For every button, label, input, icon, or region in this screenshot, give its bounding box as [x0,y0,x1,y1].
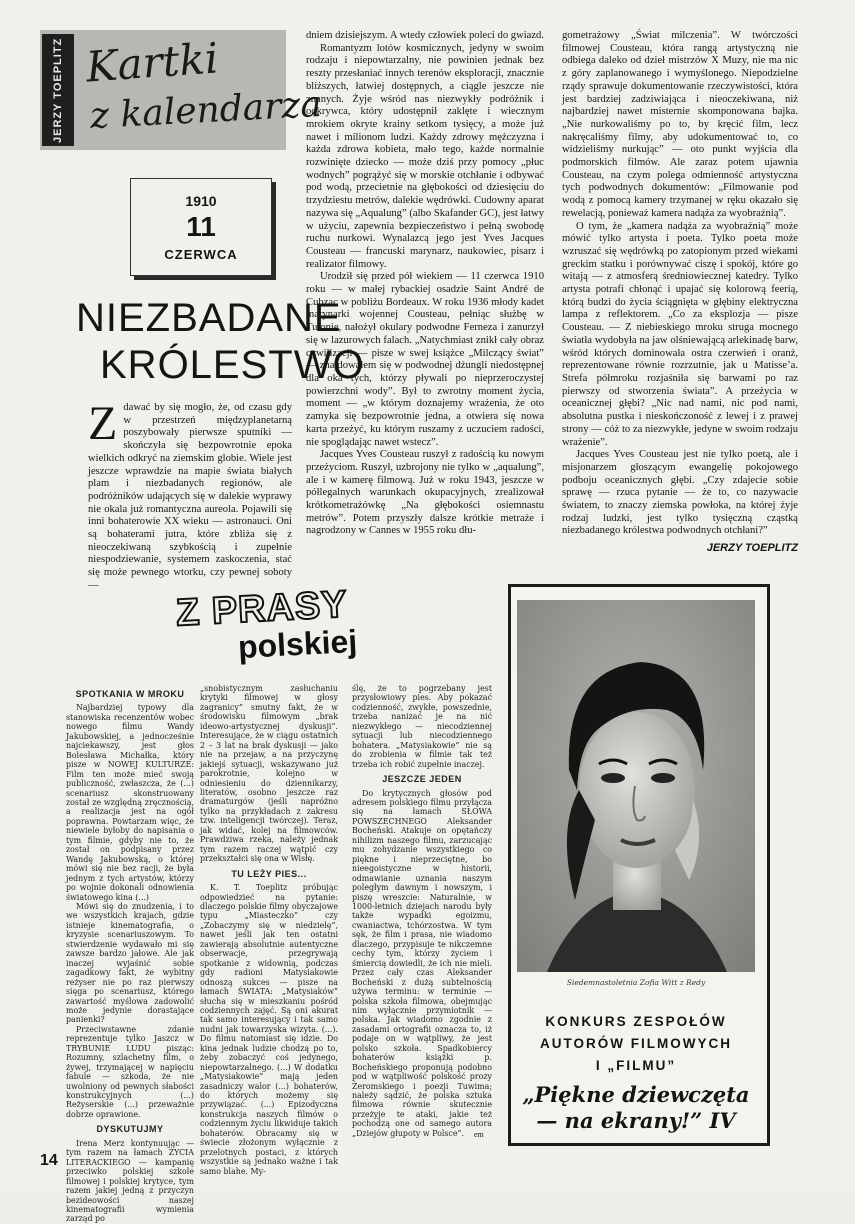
article-paragraph: O tym, że „kamera nadąża za wyobraźnią” może mówić tylko artysta i poeta. Tylko poeta może wzruszać się wędrówką po zatopionym przed wiekami greckim statku i porównywać ciszę i spokój, które go witają — z atmosferą średniowiecznej katedry. Tylko artysta potrafi chłonąć i upajać się kolorową feerią, którą budzi do życia ściągnięta w głębiny elektryczna lampa z reflektorem. „Co za eksplozja — pisze Cousteau. — Z niebieskiego mroku struga mocnego światła wydobyła na jaw olśniewającą arlekinadę barw, wśród których dominowała ostra czerwień i oranż, reprezentowane równie rozrzutnie, jak u Matisse’a. Strefa półmroku rozjaśniła się barwami po raz pierwszy od stworzenia świata”. A przeżycia w oceanicznej głębi? „Nic nad nami, nic pod nami, absolutna pustka i nieskończoność z lewej i z prawej strony — cóż to za niezwykłe, jedyne w swoim rodzaju wrażenie”. [562,220,798,448]
author-initials: em [474,1130,484,1139]
press-paragraph: „snobistycznym zasłuchaniu krytyki filmowej w głosy zagranicy” smutny fakt, że w środowisku filmowym „brak ideowo-artystycznej dyskusji”. Interesujące, że w ciągu ostatnich 2 – 3 lat na brak dyskusji — jako nie na przejaw, a na przyczynę jakiejś sytuacji, wskazywano już parokrotnie, kolejno w odniesieniu do dziennikarzy, literatów, osobno jeszcze raz dramaturgów (jeśli napróżno tylko na przykładach z zakresu tzw. inteligencji twórczej). Teraz, jak widać, kolej na filmowców. Prawdziwa rzeka, należy jednak tym razem raczej wątpić czy przekształci się ona w Wisłę. [200,684,338,864]
portrait-photo [517,600,755,972]
column-script-title-line2: z kalendarza [89,83,323,138]
date-year: 1910 [185,193,217,209]
section-heading: TU LEŻY PIES... [231,868,307,879]
section-heading: DYSKUTUJMY [96,1124,164,1135]
article-paragraph: Jacques Yves Cousteau jest nie tylko poetą, ale i misjonarzem głoszącym ewangelię pokojowego podboju oceanicznych głębi. „Czy zdajecie sobie sprawę — rzuca pytanie — że to, co nazywacie światem, to znaczy ziemska powłoka, na której żyje rodzaj ludzki, jest tylko tysięczną cząstką niezbadanego królestwa podwodnych otchłani?” [562,449,798,537]
page-number: 14 [40,1152,58,1169]
date-box [130,178,272,276]
section-heading: SPOTKANIA W MROKU [75,689,185,699]
press-review-subtitle: polskiej [237,622,358,666]
column-script-title-line1: Kartki [84,33,220,92]
date-month: CZERWCA [164,247,238,262]
press-paragraph: Najbardziej typowy dla stanowiska recenzentów wobec nowego filmu Wandy Jakubowskiej, a jednocześnie najciekawszy, jest głos Bolesława Michałka, który pisze w NOWEJ KULTURZE: Film ten może mieć swoją publiczność, zwłaszcza, że (...) scenariusz skonstruowany został ze względną zręcznością, a realizacja jest na ogół poprawna. Powtarzam więc, że niewiele byłoby do napisania o tym filmie, gdyby nie to, że został on podpisany przez Wandę Jakubowską, o której mówi się nie bez racji, że była jednym z tych artystów, którzy po wojnie dokonali odnowienia światowego kina (...) [66,703,194,902]
article-title-line2: KRÓLESTWO [100,343,365,387]
article-paragraph: Romantyzm lotów kosmicznych, jedyny w swoim rodzaju i niepowtarzalny, nie powinien jednak bez reszty przesłaniać innych terenów eksploracji, znacznie bliższych, łatwiej dostępnych, a ciągle jeszcze nie znanych. Żyje wśród nas niezwykły podróżnik i odkrywca, który udostępnił zaklęte i wiecznym mrokiem okryte krainy setkom tysięcy, a może już nawet i milionom ludzi. Każdy zdrowy mężczyzna i każda zdrowa kobieta, mało tego, każde normalnie rozwinięte dziecko — może dziś przy pomocy „płuc wodnych” pogrążyć się w morskie otchłanie i odbywać pod wodą, przecietnie na głębokości od dziesięciu do trzydziestu metrów, dalekie wędrówki. Cudowny aparat nazywa się „Aqualung” (albo Skafander GC), jest łatwy w użyciu, zapewnia bezpieczeństwo i pełną swobodę ruchu nurkowi. Wynalazcą jego jest Yves Jacques Cousteau — francuski marynarz, naukowiec, pisarz i realizator filmowy. [306,42,544,270]
article-column-3 [562,30,798,555]
article-paragraph: Jacques Yves Cousteau ruszył z radością ku nowym przeżyciom. Ruszył, uzbrojony nie tylko w „aqualung”, ale i w kamerę filmową. Już w roku 1943, jeszcze w półlegalnych warunkach okupacyjnych, zrealizował krótkometrażówkę „Na głębokości osiemnastu metrów”. Potem przyszły dalsze krótkie metraże i nagrodzony w Cannes w 1955 roku dłu- [306,449,544,537]
article-paragraph: gometrażowy „Świat milczenia”. W twórczości filmowej Cousteau, która rangą artystyczną nie odbiega daleko od dzieł mistrzów X Muzy, nie ma nic z góry zaplanowanego i wymyślonego. Niepodzielne rządy sprawuje dokumentowanie rzeczywistości, która jest bardziej zadziwiająca i nieoczekiwana, niż najbardziej nawet misternie skomponowana bajka. „Nie nurkowaliśmy po to, by kręcić film, lecz nakręcaliśmy filmy, aby udokumentować to, co widzieliśmy nurkując” — oto punkt wyjścia dla podmorskich filmów. Ale zaraz potem ujawnia Cousteau, na czym polega odmienność artystyczna tych podwodnych dokumentów: „Filmowanie pod wodą z pomocą kamery trzymanej w ręku okazało się rewelacją, ponieważ kamera nadąża za wyobraźnią”. [562,30,798,219]
article-paragraph: dawać by się mogło, że, od czasu gdy w przestrzeń międzyplanetarną poszybowały pierwsze sputniki — skończyła się bezpowrotnie epoka wielkich odkryć na ziemskim globie. Wiele jest jeszcze wprawdzie na mapie świata białych plam i niezbadanych regionów, ale podróżników udających się w dalekie wyprawy nie okala już romantyczna aureola. Pojawili się inni bohaterowie XX wieku — astronauci. Oni są bohaterami jutra, które zbliża się z nieoczekiwaną szybkością i zupełnie niespodziewanie, systemem zaskoczenia, stać się może pewnego wtorku, czy pewnej soboty — [88,402,292,591]
press-column-2 [200,684,338,1176]
drop-cap: Z [88,397,118,450]
press-paragraph: Do krytycznych głosów pod adresem polskiego filmu przyłącza się na łamach SŁOWA POWSZECHNEGO Aleksander Bocheński. Atakuje on opętańczy nihilizm naszego filmu, zarzucając mu zohydzanie wszystkiego co piękne i nieprzeciętne, bo nieegoistyczne w historii, odmawianie uznania naszym poległym dawnym i nowszym, i piszę wreszcie: Naturalnie, w 1000-letnich dziejach narodu były także wypadki egoizmu, cwaniactwa, tchórzostwa. W tym sęk, że film i prasa, nie wiadomo dlaczego, przypisuje te nikczemne cechy tym, którzy życiem i śmiercią dowiedli, że ich nie mieli. Przez cały czas Aleksander Bocheński z dużą subtelnością używa terminu: w terminie — polska szkoła filmowa, obejmując nim wyłącznie przymiotnik — polska. Jak wiadomo zgodnie z zasadami ortografii oznacza to, iż podaje on w wątpliwy, że jest polsko szkoła. Spadkobiercy bohaterów książki p. Bocheńskiego proponują podobno pod w wątpliwość polskość prozy Żeromskiego i poezji Tuwima; należy sądzić, że polska sztuka filmowa równie skutecznie przeżyje te ataki, jakie też pochodzą one od samego autora „Dziejów głupoty w Polsce”. [352,788,492,1138]
portrait-illustration [517,600,755,972]
contest-heading-line2: AUTORÓW FILMOWYCH [540,1036,732,1051]
article-paragraph: dniem dzisiejszym. A wtedy człowiek poleci do gwiazd. [306,30,545,41]
press-column-1 [66,684,194,1224]
contest-heading-line3: I „FILMU” [595,1058,677,1073]
press-paragraph: Irena Merz kontynuując — tym razem na łamach ŻYCIA LITERACKIEGO — kampanię przeciwko polskiej szkole filmowej i polskiej krytyce, tym razem jakiej jedną z przyczyn bezideowości naszej kinematografii wymienia zarząd po [66,1138,194,1224]
contest-slogan-line1: „Piękne dziewczęta [522,1082,750,1107]
section-heading: JESZCZE JEDEN [382,774,462,785]
press-paragraph: Przeciwstawne zdanie reprezentuje tylko Jaszcz w TRYBUNIE LUDU pisząc: Rozumny, szlachetny film, o żywej, trzymającej w napięciu fabule — szkoda, że nie uwolniony od pewnych słabości konstrukcyjnych (...) Reżyserskie (...) przeważnie dobrze oprawione. [66,1024,194,1119]
contest-slogan-line2: — na ekrany!” IV [536,1108,736,1133]
article-title-line1: NIEZBADANE [76,296,342,340]
vertical-author-label: JERZY TOEPLITZ [42,34,74,146]
press-paragraph: ślę, że to pogrzebany jest przysłowiowy pies. Aby pokazać codzienność, zwykłe, powszednie, trzeba nanizać je na nić niezwykłego — niecodziennej sytuacji lub niecodziennego bohatera. „Matysiakowie” nie są do zrobienia w filmie tak też trzeba ich robić zupełnie inaczej. [352,684,492,769]
press-review-title: Z PRASY [174,583,349,635]
press-paragraph: Mówi się do znudzenia, i to we wszystkich krajach, gdzie istnieje kinematografia, o kryzysie scenariuszowym. To stwierdzenie wydawało mi się zawsze bardzo jałowe. Ale jak inaczej wyjaśnić sobie zagadkowy fakt, że wybitny reżyser nie po raz pierwszy sięga po scenariusz, którego zawartość myślowa zadowolić może jedynie dorastające panienki? [66,901,194,1025]
press-paragraph: K. T. Toeplitz próbując odpowiedzieć na pytanie: dlaczego polskie filmy obyczajowe typu „Miasteczko” czy „Zobaczymy się w niedzielę”, nawet jeśli jak ten ostatni zawierają absolutnie autentyczne obserwacje, przegrywają spotkanie z widownią, podczas gdy radioni Matysiakowie odnoszą sukces — pisze na łamach ŚWIATA: „Matysiaków” słucha się w mieszkaniu pośród codziennych zajęć. Są oni akurat tak samo interesujący i tak samo nudni jak towarzyska wizyta. (...). Do filmu natomiast się idzie. Do kina jednak ludzie chodzą po to, żeby zobaczyć coś jedynego, niepowtarzalnego. (...) W dodatku „Matysiakowie” mają jeden zasadniczy walor (...) bohaterów, do których możemy się przywiązać. (...) Epizodyczna konstrukcja naszych filmów o codziennym życiu likwiduje takich bohaterów. Obracamy się w świecie złożonym wyłącznie z przelotnych postaci, z których wszystkie są jednako ważne i tak samo blahe. My- [200,883,338,1176]
press-column-3 [352,684,492,1138]
date-day: 11 [186,211,216,242]
article-column-2 [306,30,544,538]
photo-caption: Siedemnastoletnia Zofia Witt z Redy [566,978,706,987]
article-signature: JERZY TOEPLITZ [706,542,798,555]
contest-heading-line1: KONKURS ZESPOŁÓW [545,1014,727,1029]
article-column-1 [88,397,292,593]
article-paragraph: Urodził się przed pół wiekiem — 11 czerwca 1910 roku — w małej rybackiej osadzie Saint André de Cubzac w pobliżu Bordeaux. W roku 1936 młody kadet marynarki wojennej Cousteau, pełniąc służbę w Tulonie, nałożył okulary podwodne Ferneza i zanurzył się w lazurowych falach. „Natychmiast znikł cały obraz cywilizacji — pisze w swej książce „Milczący świat” — znajdowałem się w podwodnej dżungli niedostępnej dla oka tych, którzy pływali po nieprzeroczystej powierzchni wody”. Był to zwrotny moment życia, moment — „w którym doznajemy wrażenia, że oto zamyka się bezpowrotnie jedna, a otwiera się nowa karta przeżyć, ku którym ruszamy z uczuciem radości, nie spoglądając nawet wstecz”. [306,271,544,448]
